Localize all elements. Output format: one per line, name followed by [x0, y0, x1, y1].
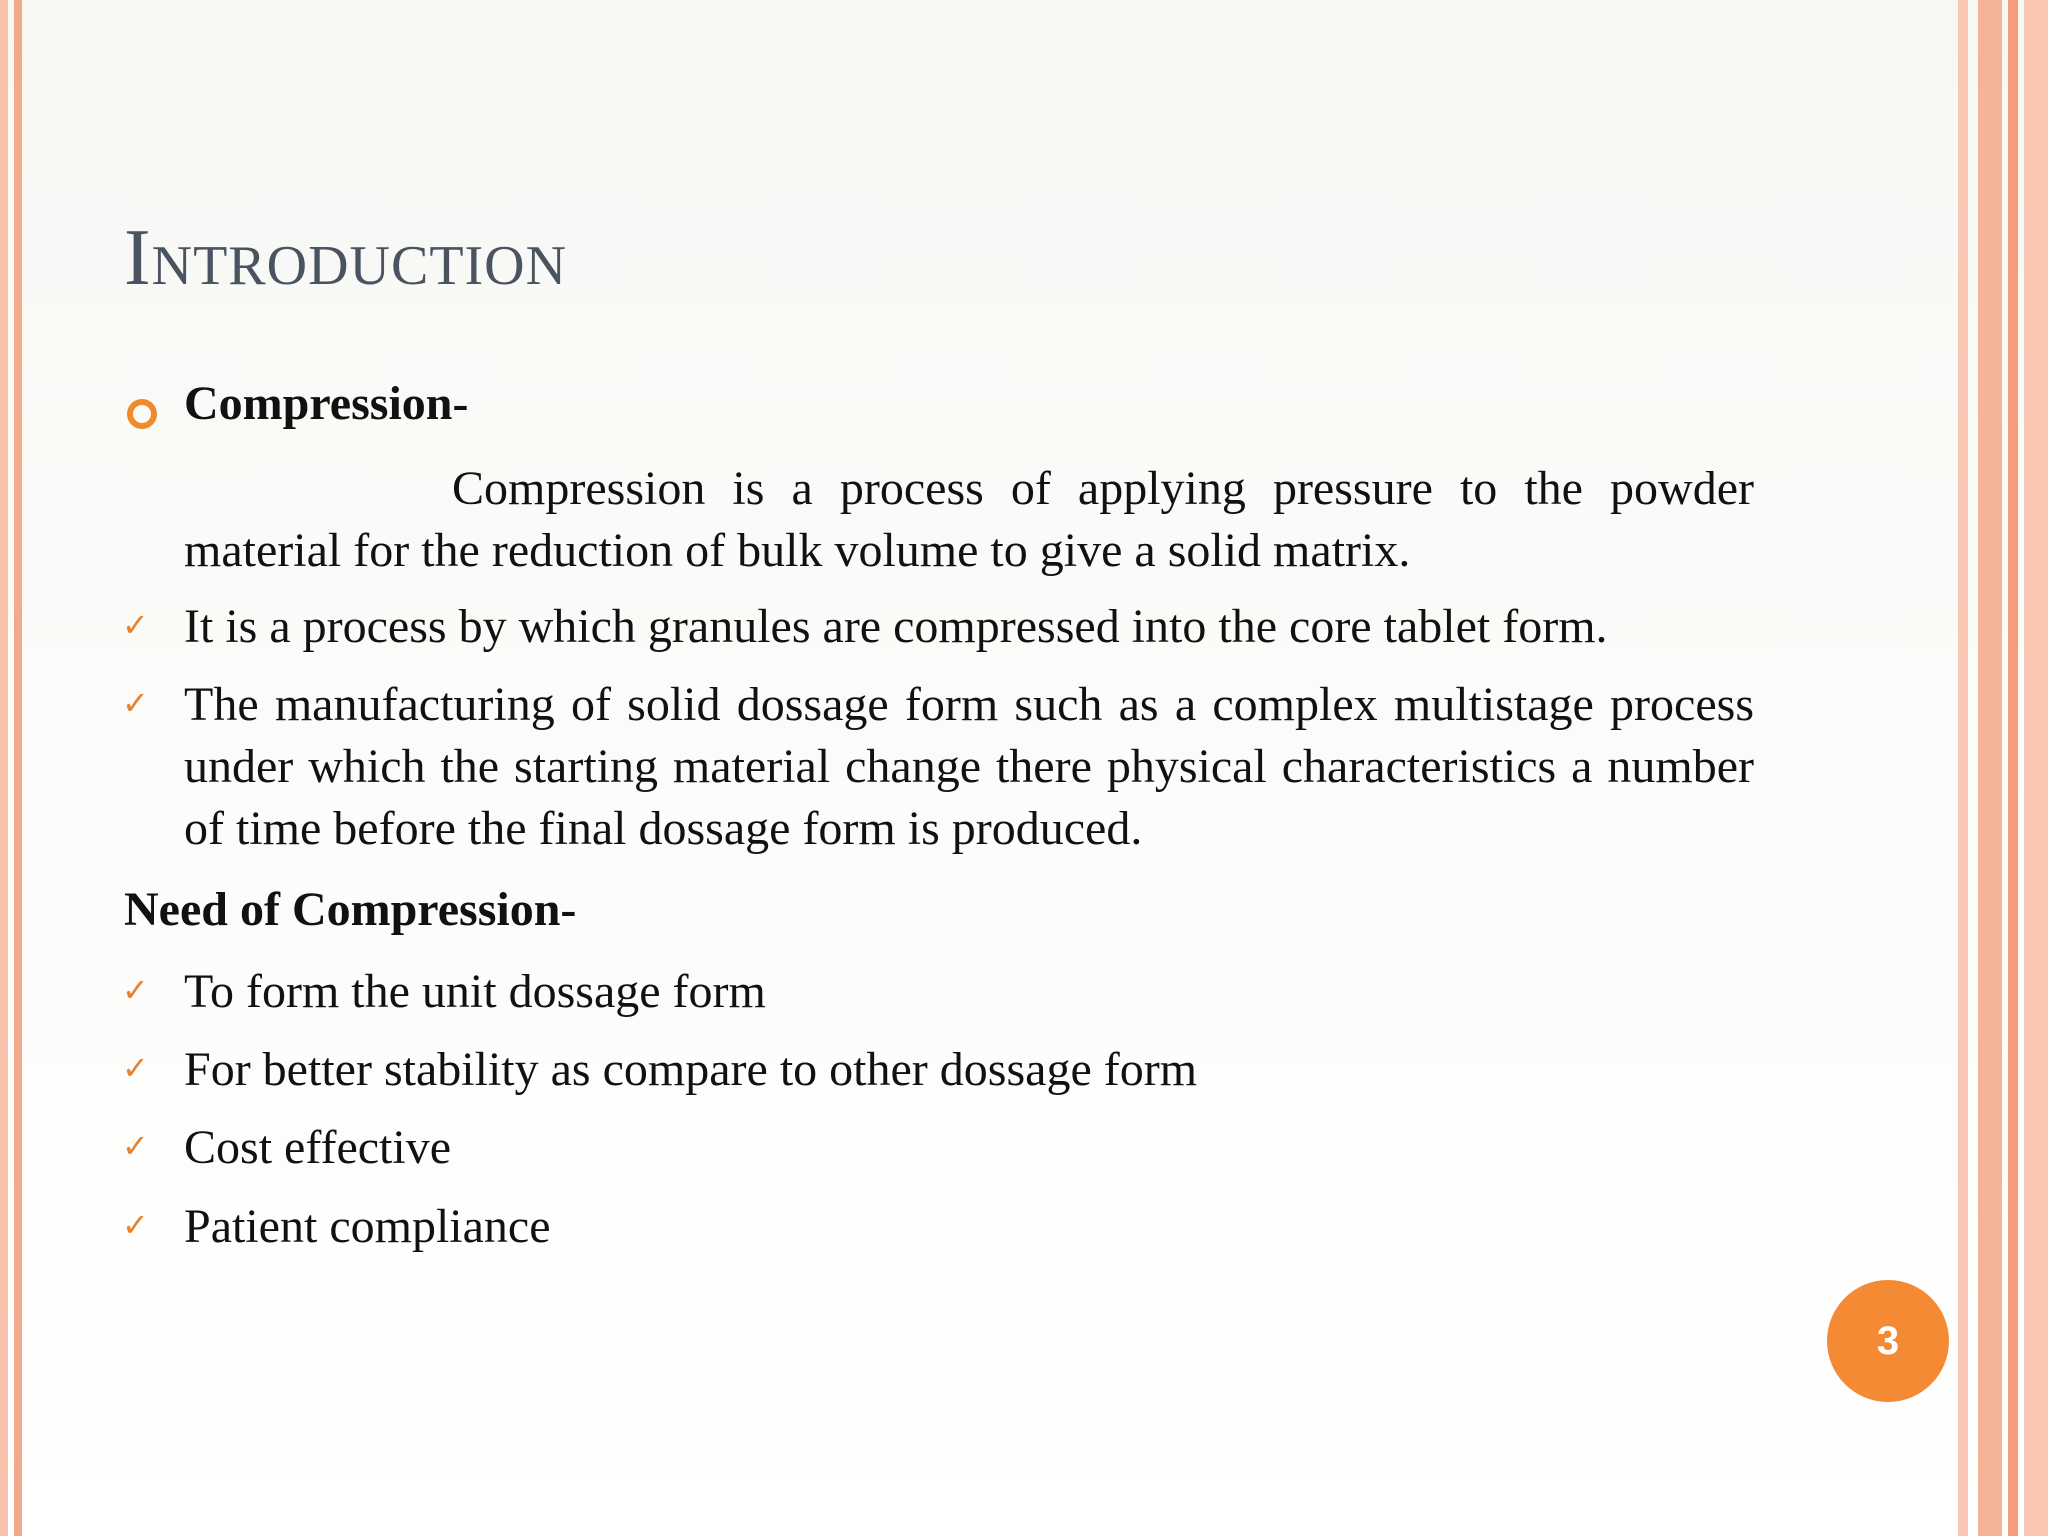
- need-item: Patient compliance: [184, 1200, 551, 1253]
- need-item: To form the unit dossage form: [184, 965, 766, 1018]
- checkmark-icon: ✓: [122, 606, 149, 644]
- need-heading: Need of Compression-: [124, 883, 577, 936]
- compression-heading: Compression-: [184, 377, 469, 430]
- right-border-stripe: [1958, 0, 1968, 1536]
- checkmark-icon: ✓: [122, 684, 149, 722]
- page-number-badge: 3: [1827, 1280, 1949, 1402]
- checkmark-icon: ✓: [122, 1206, 149, 1244]
- checkmark-icon: ✓: [122, 1049, 149, 1087]
- right-border-stripe: [1978, 0, 2002, 1536]
- checkmark-icon: ✓: [122, 1127, 149, 1165]
- point-item: The manufacturing of solid dossage form such as a complex multistage process under which the starting material change there physical characteristics a number of time before the final dossage form is produced.: [184, 678, 1754, 855]
- need-item: Cost effective: [184, 1121, 452, 1174]
- left-border-stripe: [14, 0, 22, 1536]
- right-border-stripe: [2008, 0, 2018, 1536]
- checkmark-icon: ✓: [122, 971, 149, 1009]
- point-item: It is a process by which granules are compressed into the core tablet form.: [184, 600, 1608, 653]
- need-item: For better stability as compare to other dossage form: [184, 1043, 1198, 1096]
- ring-bullet-icon: [127, 399, 157, 429]
- definition-paragraph: Compression is a process of applying pressure to the powder material for the reduction of bulk volume to give a solid matrix.: [184, 462, 1754, 577]
- right-border-stripe: [2024, 0, 2048, 1536]
- slide-title: Introduction: [124, 214, 568, 302]
- left-border-stripe: [0, 0, 8, 1536]
